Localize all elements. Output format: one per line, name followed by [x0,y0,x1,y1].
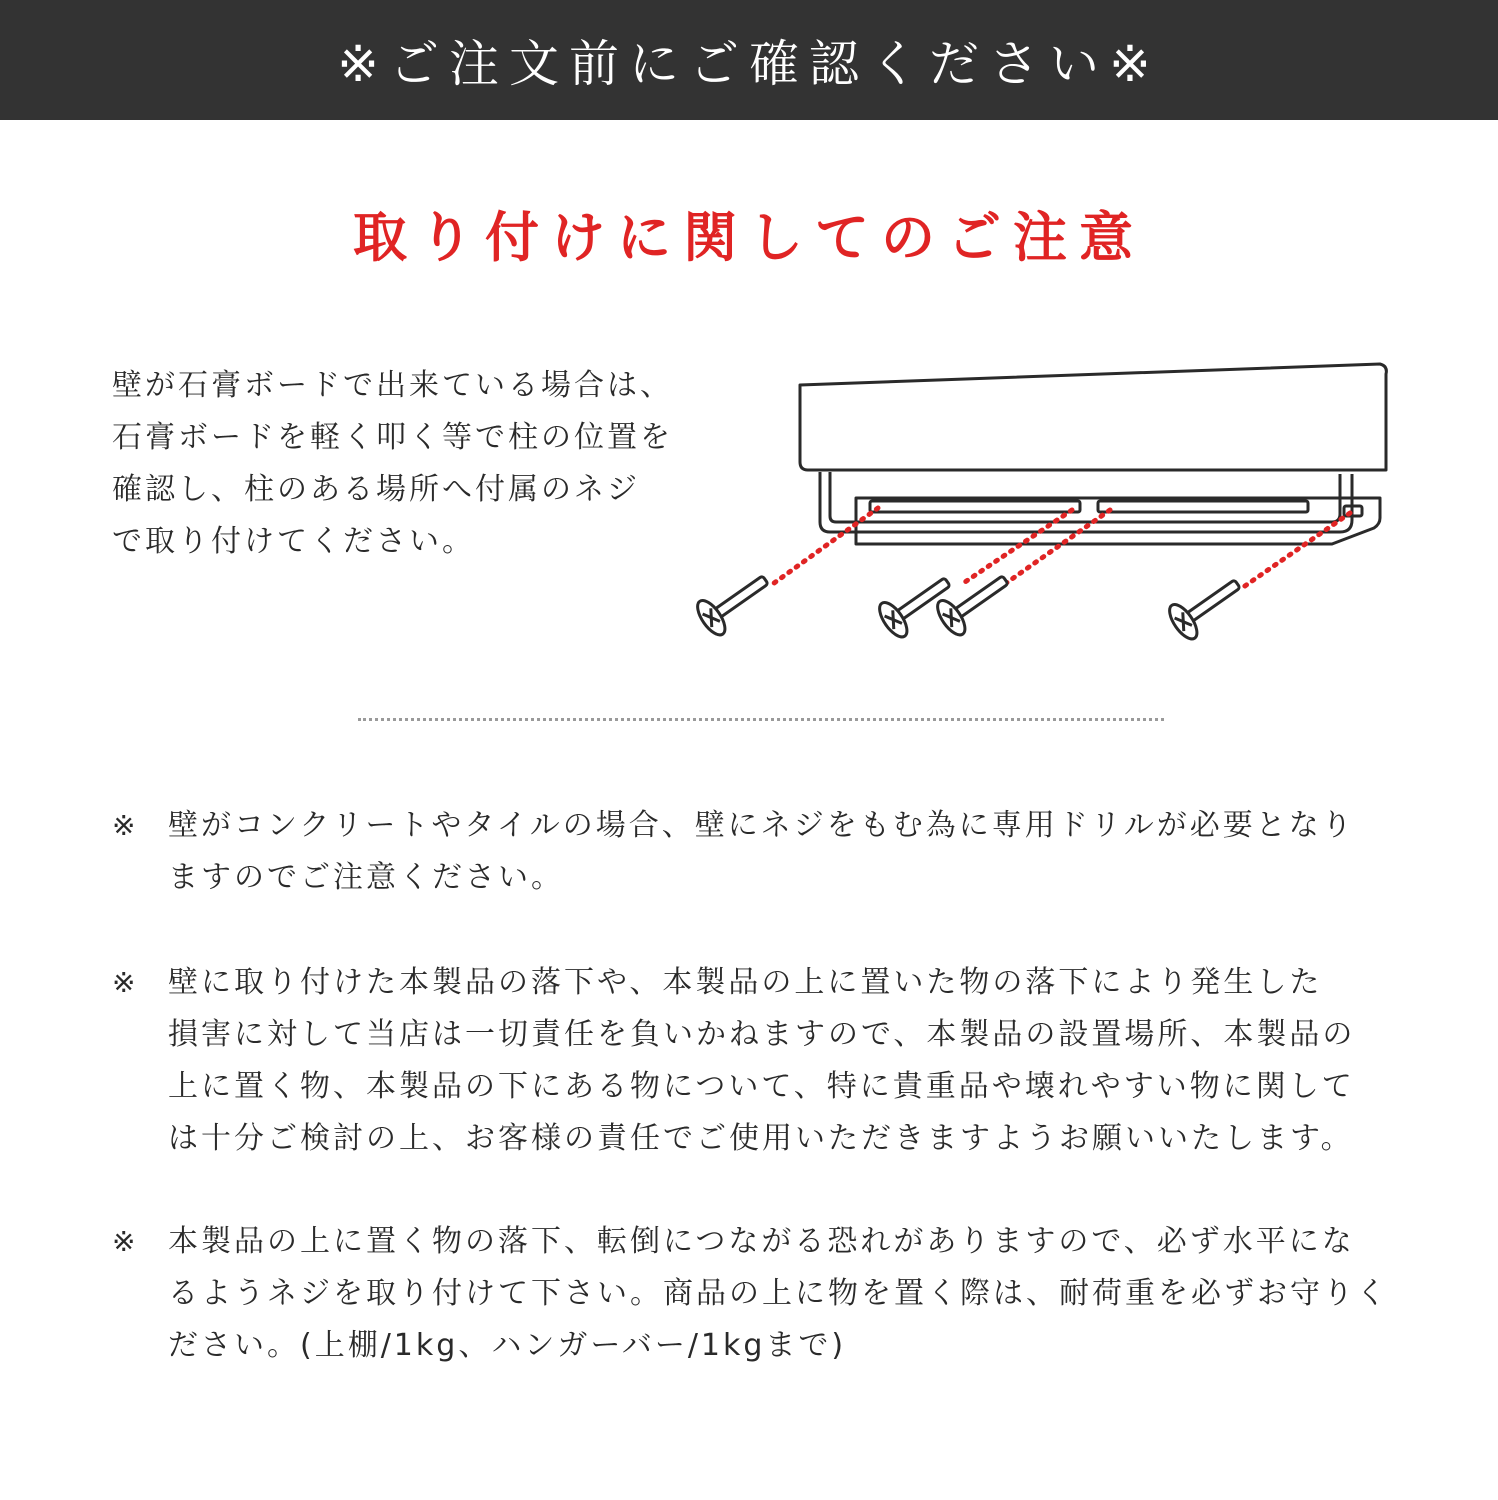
shelf-installation-illustration [680,350,1400,660]
screw-icon [1164,567,1248,643]
mounting-slot [1098,501,1308,512]
intro-text [112,360,712,568]
note-mark: ※ [112,809,139,842]
section-title: 取り付けに関してのご注意 [353,206,1145,269]
note-line: るようネジを取り付けて下さい。商品の上に物を置く際は、耐荷重を必ずお守りく [168,1276,1389,1311]
dotted-divider [358,718,1164,721]
intro-line: 確認し、柱のある場所へ付属のネジ [112,472,640,507]
note-line: 壁に取り付けた本製品の落下や、本製品の上に置いた物の落下により発生した [168,965,1323,1000]
note-line: 本製品の上に置く物の落下、転倒につながる恐れがありますので、必ず水平にな [168,1224,1355,1259]
guide-line [770,508,878,586]
header-bar [0,0,1498,120]
shelf-board [800,364,1386,470]
screws [692,563,1248,643]
note-line: 壁がコンクリートやタイルの場合、壁にネジをもむ為に専用ドリルが必要となり [168,808,1355,843]
shelf-unit [800,364,1386,544]
note-line: ださい。(上棚/1kg、ハンガーバー/1kgまで) [168,1328,847,1363]
note-mark: ※ [112,1225,139,1258]
note-line: 上に置く物、本製品の下にある物について、特に貴重品や壊れやすい物に関して [168,1069,1355,1104]
header-title: ※ご注文前にご確認ください※ [337,35,1161,93]
note-line: は十分ご検討の上、お客様の責任でご使用いただきますようお願いいたします。 [168,1121,1354,1156]
intro-line: 石膏ボードを軽く叩く等で柱の位置を [112,420,673,455]
intro-line: 壁が石膏ボードで出来ている場合は、 [112,368,673,403]
note-line: ますのでご注意ください。 [168,860,564,895]
note-body [168,800,1398,904]
guide-line [1242,513,1350,588]
note-body [168,1216,1398,1372]
screw-icon [692,563,776,639]
note-mark: ※ [112,966,139,999]
intro-line: で取り付けてください。 [112,524,475,559]
mounting-slot [870,501,1080,512]
note-line: 損害に対して当店は一切責任を負いかねますので、本製品の設置場所、本製品の [168,1017,1356,1052]
note-body [168,957,1398,1165]
